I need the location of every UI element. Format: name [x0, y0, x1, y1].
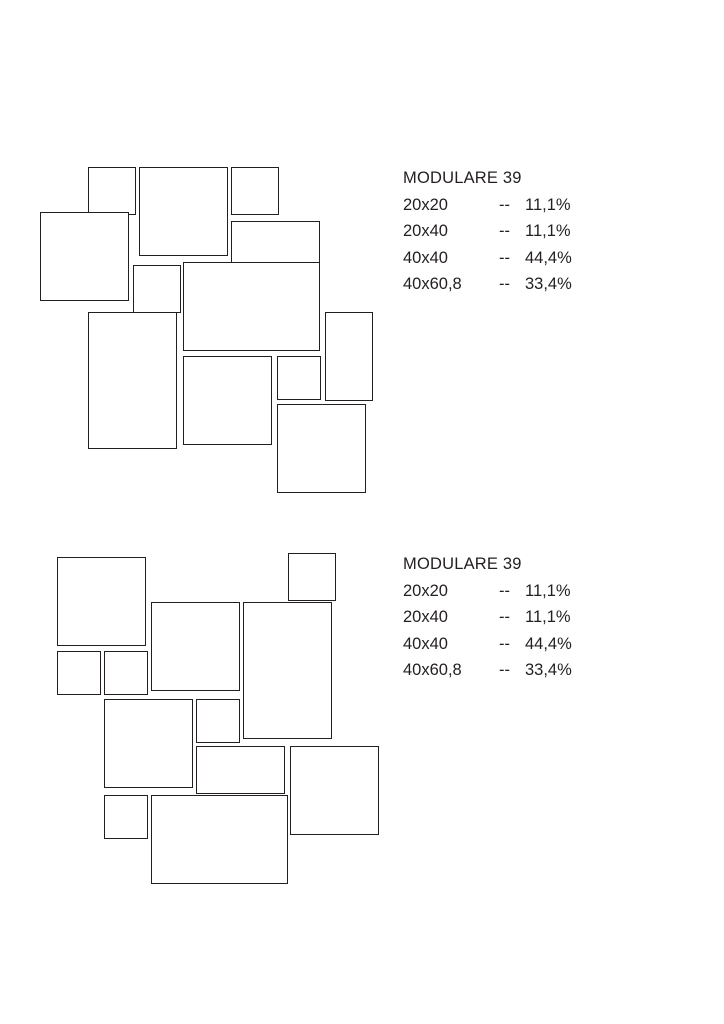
legend-row: [403, 609, 572, 626]
legend-row: [403, 583, 572, 600]
tile-rect: [151, 602, 240, 691]
legend-dash: --: [499, 275, 510, 293]
legend-size: 40x40: [403, 248, 448, 267]
legend-title: MODULARE 39: [403, 555, 522, 573]
legend-percent: 11,1%: [525, 608, 571, 626]
legend-size: 20x20: [403, 195, 448, 214]
legend-title: MODULARE 39: [403, 169, 522, 187]
legend-percent: 11,1%: [525, 581, 571, 600]
legend-row: [403, 636, 572, 653]
legend-percent: 44,4%: [525, 634, 572, 653]
tile-rect: [290, 746, 379, 835]
legend-size: 40x40: [403, 634, 448, 653]
tile-rect: [104, 699, 193, 788]
legend-size: 20x40: [403, 608, 448, 626]
legend-dash: --: [499, 222, 510, 240]
tile-rect: [288, 553, 336, 601]
tile-rect: [196, 746, 285, 794]
legend-row: [403, 662, 572, 679]
legend-size: 40x60,8: [403, 275, 462, 293]
legend-percent: 11,1%: [525, 222, 571, 240]
tile-rect: [104, 651, 148, 695]
legend-percent: 11,1%: [525, 195, 571, 214]
legend-size: 40x60,8: [403, 661, 462, 679]
legend-percent: 44,4%: [525, 248, 572, 267]
legend-dash: --: [499, 248, 510, 267]
tile-rect: [196, 699, 240, 743]
legend-size: 20x20: [403, 581, 448, 600]
legend-size: 20x40: [403, 222, 448, 240]
legend-dash: --: [499, 634, 510, 653]
tile-rect: [57, 651, 101, 695]
tile-rect: [243, 602, 332, 739]
tile-rect: [57, 557, 146, 646]
tile-rect: [104, 795, 148, 839]
legend-dash: --: [499, 661, 510, 679]
legend-percent: 33,4%: [525, 661, 572, 679]
legend-percent: 33,4%: [525, 275, 572, 293]
legend-2: [403, 556, 572, 689]
tile-rect: [151, 795, 288, 884]
legend-dash: --: [499, 581, 510, 600]
legend-dash: --: [499, 195, 510, 214]
legend-dash: --: [499, 608, 510, 626]
